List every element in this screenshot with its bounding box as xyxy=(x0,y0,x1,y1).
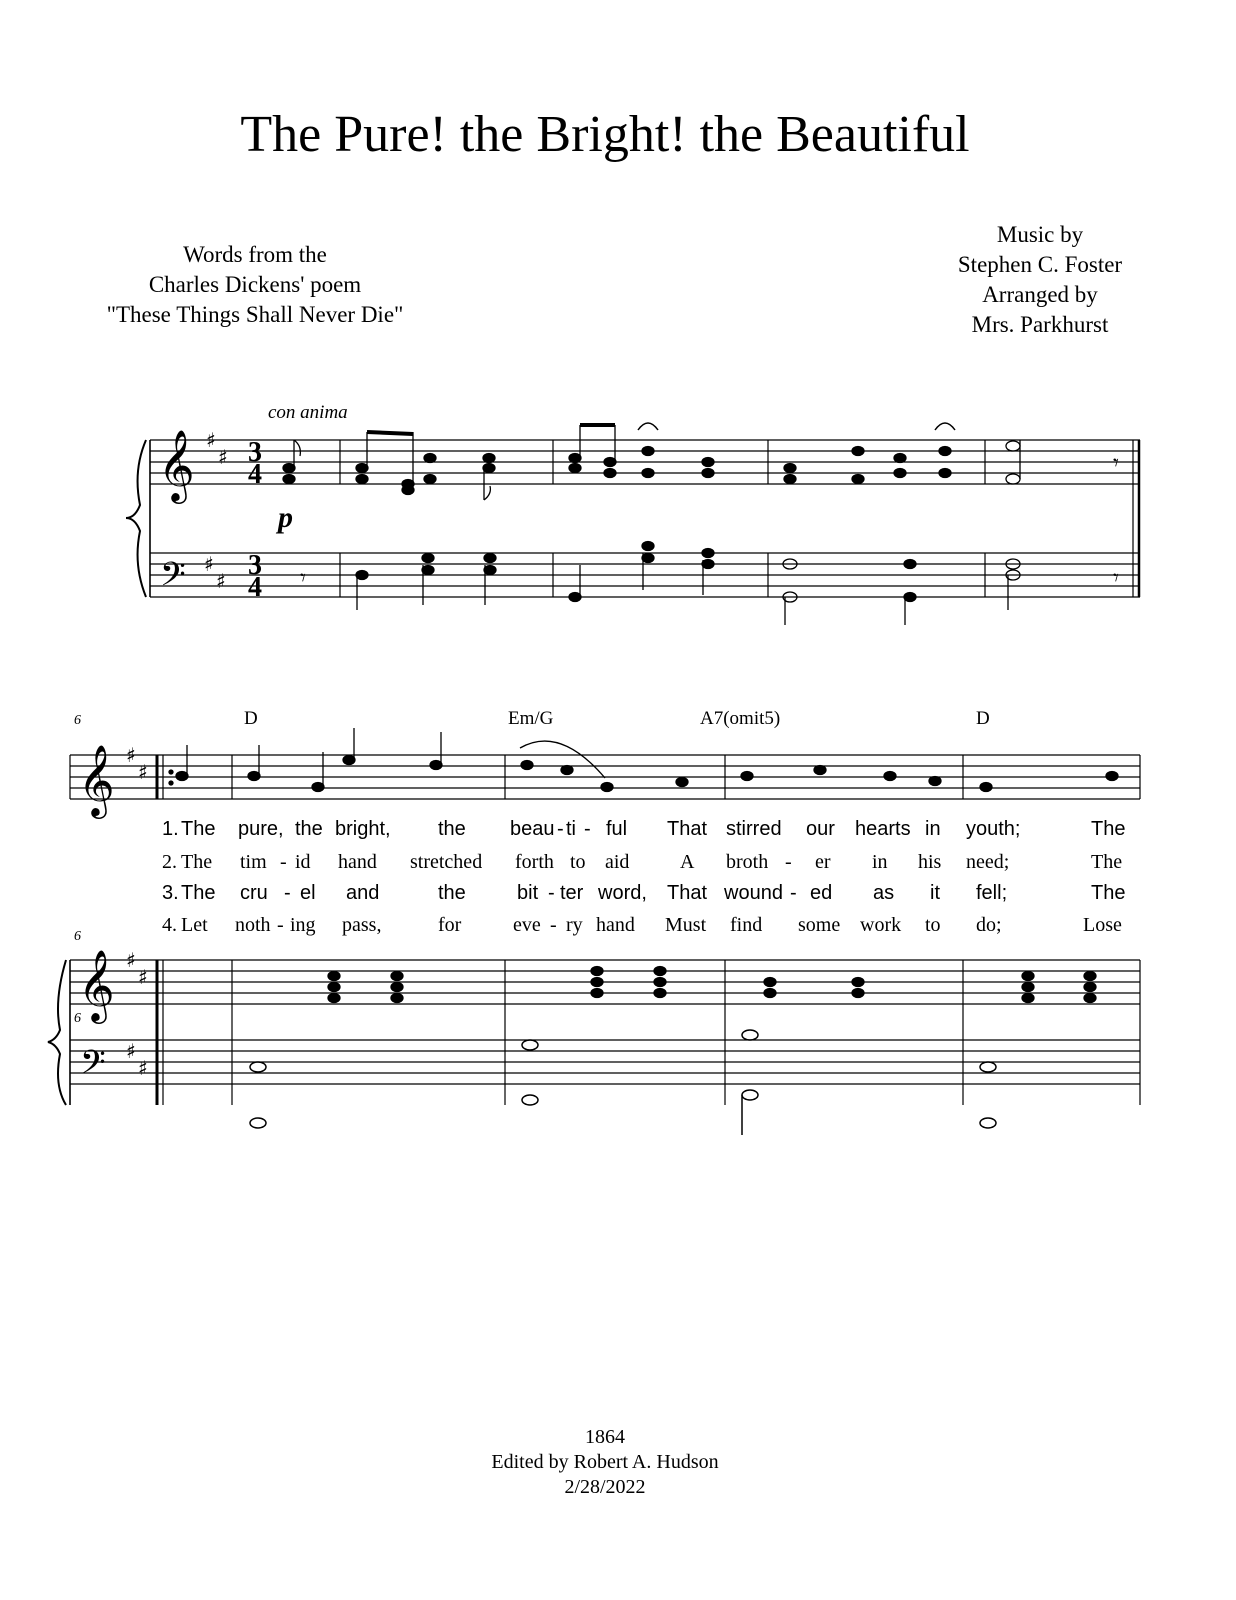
sharp-icon: ♯ xyxy=(126,743,136,767)
footer-editor: Edited by Robert A. Hudson xyxy=(491,1451,719,1473)
page-footer xyxy=(0,1425,1210,1500)
lyric-syllable: - xyxy=(790,882,797,904)
vocal-notes xyxy=(169,728,1118,792)
lyric-syllable: - xyxy=(550,914,557,936)
credit-line: Charles Dickens' poem xyxy=(148,272,362,297)
piano-treble-staff-system2 xyxy=(70,960,1140,1004)
lyric-syllable: broth xyxy=(726,851,769,873)
lyric-syllable: The xyxy=(1091,818,1126,840)
rest-icon: 𝄾 xyxy=(300,566,306,591)
lyric-syllable: stirred xyxy=(726,818,782,840)
credit-line: Mrs. Parkhurst xyxy=(971,312,1109,337)
piano-bass-staff-system2 xyxy=(70,1040,1140,1084)
chord-symbol: D xyxy=(976,708,990,729)
lyric-syllable: the xyxy=(438,882,466,904)
credit-line: Stephen C. Foster xyxy=(957,252,1123,277)
lyric-syllable: pass, xyxy=(342,914,382,936)
lyric-syllable: youth; xyxy=(966,818,1021,840)
rest-icon: 𝄾 xyxy=(1113,566,1119,591)
credit-line: Words from the xyxy=(183,242,327,267)
chord-symbol: A7(omit5) xyxy=(700,708,781,729)
lyric-syllable: hearts xyxy=(855,818,911,840)
lyric-syllable: The xyxy=(181,818,216,840)
lyric-syllable: it xyxy=(930,882,940,904)
footer-date: 2/28/2022 xyxy=(564,1476,646,1498)
lyric-syllable: A xyxy=(680,851,695,873)
lyric-syllable: work xyxy=(860,914,902,936)
sharp-icon: ♯ xyxy=(206,428,216,452)
lyric-syllable: The xyxy=(181,851,213,873)
footer-year: 1864 xyxy=(585,1426,625,1448)
lyric-syllable: - xyxy=(584,818,591,840)
lyric-syllable: Let xyxy=(181,914,208,936)
lyric-syllable: id xyxy=(295,851,311,873)
lyric-syllable: as xyxy=(873,882,895,904)
lyric-syllable: bright, xyxy=(335,818,391,840)
lyric-syllable: hand xyxy=(338,851,377,873)
lyric-syllable: aid xyxy=(605,851,630,873)
expression-mark: con anima xyxy=(268,402,348,423)
sharp-icon: ♯ xyxy=(218,445,228,469)
lyric-syllable: The xyxy=(181,882,216,904)
lyric-syllable: cru xyxy=(240,882,268,904)
lyric-syllable: - xyxy=(557,818,564,840)
credit-line: Music by xyxy=(996,222,1084,247)
lyric-syllable: our xyxy=(806,818,835,840)
lyric-syllable: - xyxy=(785,851,792,873)
lyric-syllable: 2. xyxy=(162,851,177,873)
sharp-icon: ♯ xyxy=(126,1039,136,1063)
lyric-syllable: ful xyxy=(606,818,628,840)
lyric-syllable: to xyxy=(925,914,941,936)
lyric-syllable: - xyxy=(548,882,555,904)
measure-number: 6 xyxy=(74,1011,81,1026)
lyric-syllable: and xyxy=(346,882,380,904)
lyric-syllable: ter xyxy=(560,882,584,904)
lyric-syllable: tim xyxy=(240,851,267,873)
bass-clef-icon: 𝄢 xyxy=(80,1044,106,1090)
lyric-syllable: That xyxy=(667,818,708,840)
lyric-syllable: Lose xyxy=(1083,914,1122,936)
credit-line: Arranged by xyxy=(982,282,1098,307)
lyric-syllable: stretched xyxy=(410,851,483,873)
treble-clef-icon: 𝄞 xyxy=(78,948,115,1021)
lyric-syllable: the xyxy=(438,818,466,840)
system1-bass-notes xyxy=(356,542,1020,626)
song-title: The Pure! the Bright! the Beautiful xyxy=(240,106,970,163)
lyric-syllable: ry xyxy=(566,914,583,936)
lyric-syllable: wound xyxy=(724,882,783,904)
lyric-syllable: el xyxy=(300,882,316,904)
sharp-icon: ♯ xyxy=(204,552,214,576)
lyric-syllable: do; xyxy=(976,914,1002,936)
lyric-syllable: hand xyxy=(596,914,635,936)
lyric-syllable: for xyxy=(438,914,462,936)
time-sig-top: 3 xyxy=(248,550,262,581)
lyric-syllable: in xyxy=(872,851,888,873)
lyric-syllable: to xyxy=(570,851,586,873)
lyric-syllable: Must xyxy=(665,914,707,936)
treble-clef-icon: 𝄞 xyxy=(78,743,115,816)
piano-bass-notes xyxy=(250,1030,996,1135)
dynamic-mark: p xyxy=(278,501,293,534)
credit-line: "These Things Shall Never Die" xyxy=(106,302,404,327)
chord-symbol: D xyxy=(244,708,258,729)
lyric-syllable: ti xyxy=(566,818,576,840)
lyric-syllable: 3. xyxy=(162,882,179,904)
lyric-syllable: 4. xyxy=(162,914,177,936)
sharp-icon: ♯ xyxy=(216,569,226,593)
lyric-syllable: The xyxy=(1091,851,1123,873)
time-sig-top: 3 xyxy=(248,437,262,468)
lyric-syllable: word, xyxy=(598,882,647,904)
lyric-syllable: his xyxy=(918,851,942,873)
lyric-syllable: 1. xyxy=(162,818,179,840)
lyric-syllable: find xyxy=(730,914,763,936)
time-sig-bottom: 4 xyxy=(248,572,262,603)
lyric-syllable: er xyxy=(815,851,831,873)
lyric-syllable: the xyxy=(295,818,323,840)
lyric-syllable: fell; xyxy=(976,882,1008,904)
sharp-icon: ♯ xyxy=(138,1056,148,1080)
measure-number: 6 xyxy=(74,713,81,728)
lyric-syllable: That xyxy=(667,882,708,904)
lyric-syllable: bit xyxy=(517,882,539,904)
lyric-syllable: noth xyxy=(235,914,271,936)
rest-icon: 𝄾 xyxy=(1113,451,1119,476)
lyric-syllable: eve xyxy=(513,914,541,936)
sharp-icon: ♯ xyxy=(126,948,136,972)
lyric-syllable: - xyxy=(277,914,284,936)
piano-treble-notes xyxy=(328,967,1096,1003)
lyric-syllable: in xyxy=(925,818,941,840)
chord-symbol: Em/G xyxy=(508,708,554,729)
sharp-icon: ♯ xyxy=(138,760,148,784)
lyric-syllable: The xyxy=(1091,882,1126,904)
time-sig-bottom: 4 xyxy=(248,459,262,490)
lyric-syllable: forth xyxy=(515,851,554,873)
lyric-syllable: some xyxy=(798,914,841,936)
lyric-syllable: beau xyxy=(510,818,555,840)
sharp-icon: ♯ xyxy=(138,965,148,989)
lyric-syllable: need; xyxy=(966,851,1010,873)
lyric-syllable: ed xyxy=(810,882,833,904)
lyric-syllable: pure, xyxy=(238,818,284,840)
lyric-syllable: - xyxy=(284,882,291,904)
measure-number: 6 xyxy=(74,929,81,944)
lyric-syllable: ing xyxy=(290,914,316,936)
bass-clef-icon: 𝄢 xyxy=(160,556,186,602)
treble-clef-icon: 𝄞 xyxy=(158,428,195,501)
lyric-syllable: - xyxy=(280,851,287,873)
